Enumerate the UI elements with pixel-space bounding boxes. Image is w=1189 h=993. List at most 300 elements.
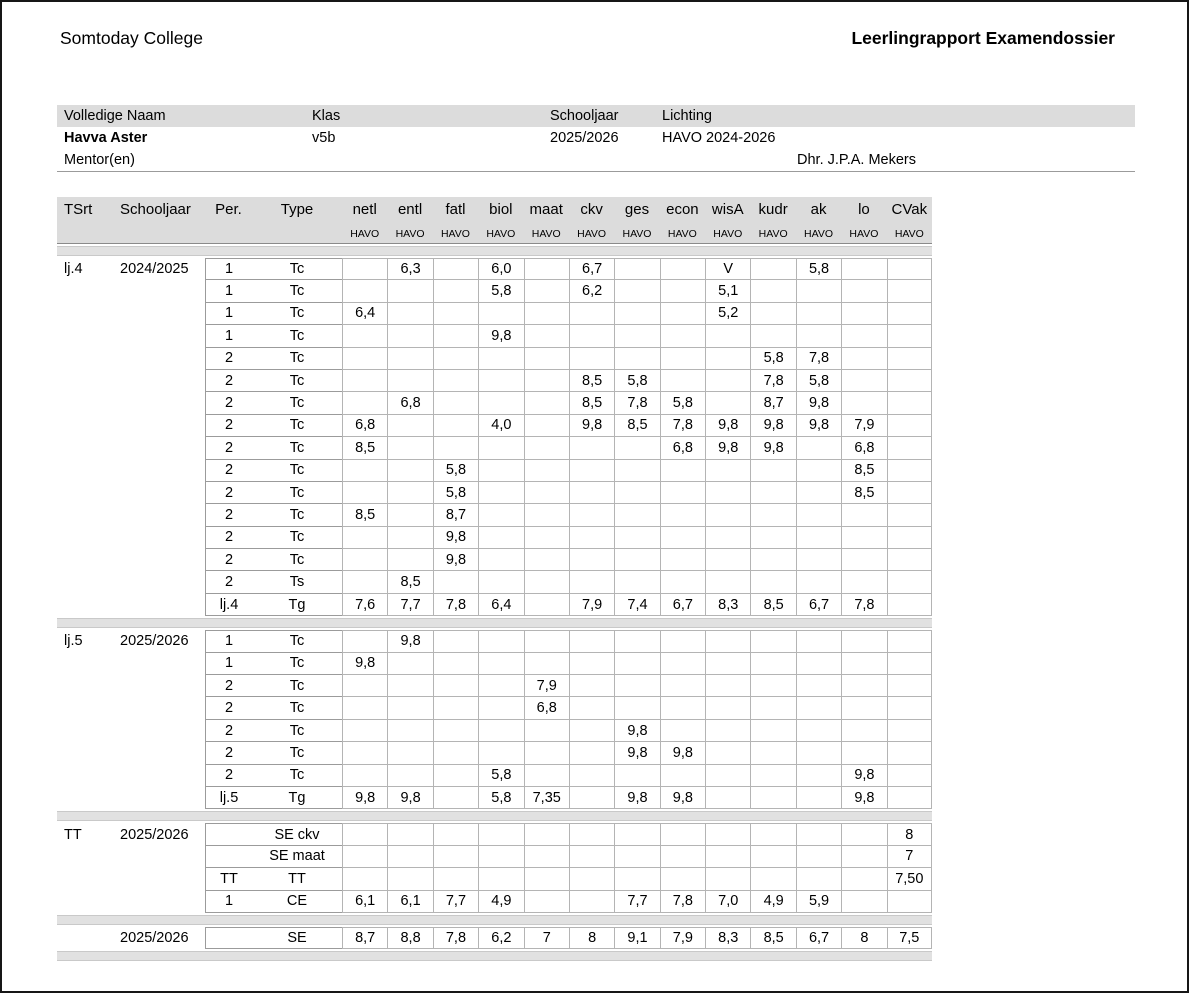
grade-cell-econ [660,258,705,280]
grade-cell-lo [841,675,886,697]
type-cell: Tc [252,504,342,526]
grade-cell-ak [796,437,841,459]
grade-cell-kudr [750,325,795,347]
grade-cell-lo [841,630,886,652]
grade-cell-entl: 6,3 [387,258,432,280]
grade-group [57,258,932,616]
grade-cell-kudr [750,303,795,325]
grade-cell-lo [841,303,886,325]
grade-cell-lo [841,527,886,549]
grade-cell-fatl: 7,7 [433,891,478,913]
type-cell: Tc [252,697,342,719]
grade-cell-entl: 8,5 [387,571,432,593]
schooljaar-cell: 2024/2025 [120,261,189,278]
grade-cell-kudr [750,653,795,675]
grade-cell-biol: 9,8 [478,325,523,347]
table-row [57,720,932,742]
level-label: HAVO [395,228,425,240]
grade-cell-wisA [705,348,750,370]
grade-cell-kudr [750,527,795,549]
grade-cell-entl [387,823,432,845]
grade-cell-CVak [887,280,932,302]
grade-cell-CVak [887,460,932,482]
grade-cell-maat [524,653,569,675]
grade-cell-CVak [887,392,932,414]
grade-cell-econ [660,823,705,845]
grade-cell-ak [796,787,841,809]
grade-cell-econ [660,675,705,697]
grade-cell-biol: 6,4 [478,594,523,616]
type-cell: SE ckv [252,823,342,845]
grade-cell-ak [796,653,841,675]
grade-cell-netl [342,742,387,764]
grade-cell-maat [524,504,569,526]
type-cell: Tc [252,460,342,482]
level-label: HAVO [804,228,834,240]
table-row [57,258,932,280]
grade-cell-kudr [750,742,795,764]
period-cell: 1 [205,653,252,675]
grade-cell-ckv [569,720,614,742]
grade-cell-ckv: 8,5 [569,370,614,392]
period-cell: 1 [205,258,252,280]
grade-cell-ak [796,630,841,652]
grade-cell-ckv [569,437,614,459]
grade-cell-ckv: 8 [569,927,614,949]
grade-cell-CVak [887,742,932,764]
grade-cell-wisA: 7,0 [705,891,750,913]
col-header-type: Type [280,201,314,218]
table-row [57,415,932,437]
grade-cell-CVak [887,630,932,652]
grade-cell-lo: 7,8 [841,594,886,616]
type-cell: Tc [252,549,342,571]
schooljaar-cell [117,891,205,913]
tsrt-cell [57,720,117,742]
tsrt-cell [57,415,117,437]
grade-cell-ak: 5,8 [796,370,841,392]
grade-cell-ckv [569,697,614,719]
schooljaar-cell [117,653,205,675]
grade-cell-netl: 9,8 [342,787,387,809]
grade-cell-ak: 7,8 [796,348,841,370]
grade-cell-CVak [887,891,932,913]
grade-cell-netl [342,482,387,504]
grade-cell-maat [524,630,569,652]
type-cell: Tg [252,787,342,809]
grade-cell-lo: 9,8 [841,787,886,809]
grade-cell-biol [478,303,523,325]
grade-cell-lo [841,370,886,392]
grade-cell-ges [614,823,659,845]
grade-cell-ckv [569,482,614,504]
grade-cell-wisA [705,482,750,504]
grade-cell-econ [660,571,705,593]
grade-cell-entl [387,653,432,675]
label-mentor: Mentor(en) [64,152,135,168]
period-cell: 2 [205,720,252,742]
tsrt-cell [57,482,117,504]
grade-cell-wisA [705,630,750,652]
grade-group [57,823,932,913]
grade-cell-ckv [569,823,614,845]
grade-cell-ges [614,460,659,482]
grade-cell-fatl: 9,8 [433,549,478,571]
period-cell: 2 [205,348,252,370]
period-cell [205,927,252,949]
grade-cell-kudr [750,868,795,890]
grade-cell-entl [387,504,432,526]
schooljaar-cell [117,460,205,482]
tsrt-cell: TT [64,826,82,843]
grade-cell-ges: 9,8 [614,742,659,764]
grade-cell-ckv [569,787,614,809]
table-row [57,653,932,675]
grade-cell-ak [796,460,841,482]
tsrt-cell [57,927,117,949]
period-cell: 2 [205,370,252,392]
tsrt-cell [57,460,117,482]
grade-cell-biol [478,720,523,742]
table-row [57,280,932,302]
grade-cell-wisA: 5,2 [705,303,750,325]
period-cell: 2 [205,571,252,593]
grade-cell-ges [614,765,659,787]
grade-cell-entl [387,437,432,459]
grade-cell-maat [524,823,569,845]
grade-cell-wisA [705,370,750,392]
period-cell: 1 [205,280,252,302]
label-klas: Klas [312,108,341,124]
grade-cell-biol [478,697,523,719]
type-cell: Tc [252,675,342,697]
grade-cell-entl: 6,8 [387,392,432,414]
col-header-entl [387,197,432,243]
grade-cell-econ [660,765,705,787]
grade-cell-wisA [705,697,750,719]
period-cell: 2 [205,482,252,504]
grade-cell-lo [841,720,886,742]
subject-label: netl [352,201,377,218]
grade-cell-econ: 9,8 [660,742,705,764]
schooljaar-cell [117,675,205,697]
grade-cell-entl [387,348,432,370]
grade-cell-ak [796,823,841,845]
grade-cell-ak [796,765,841,787]
grade-cell-biol: 6,2 [478,927,523,949]
grade-cell-maat [524,765,569,787]
grade-cell-CVak [887,765,932,787]
subject-label: econ [666,201,699,218]
grade-cell-netl: 6,4 [342,303,387,325]
col-header-CVak [887,197,932,243]
col-header-wisA [705,197,750,243]
grade-cell-ges: 5,8 [614,370,659,392]
table-row [57,348,932,370]
grade-cell-maat [524,415,569,437]
grade-cell-ges [614,504,659,526]
grade-cell-netl: 8,7 [342,927,387,949]
grade-cell-ges [614,675,659,697]
grade-cell-netl [342,460,387,482]
grade-cell-ckv: 7,9 [569,594,614,616]
grade-cell-ckv [569,891,614,913]
grade-cell-wisA [705,527,750,549]
tsrt-cell [57,370,117,392]
grade-cell-netl [342,325,387,347]
grade-cell-maat [524,868,569,890]
grade-cell-biol [478,437,523,459]
grade-cell-wisA [705,325,750,347]
table-header-row [57,197,932,244]
table-row [57,504,932,526]
grade-cell-entl [387,325,432,347]
grade-cell-maat [524,720,569,742]
period-cell: lj.5 [205,787,252,809]
grade-cell-econ [660,846,705,868]
grade-cell-kudr: 4,9 [750,891,795,913]
tsrt-cell [57,846,117,868]
grade-cell-fatl [433,868,478,890]
subject-label: entl [397,201,423,218]
grade-cell-netl [342,370,387,392]
schooljaar-cell [117,348,205,370]
group-separator [57,915,932,925]
schooljaar-cell [117,697,205,719]
grade-cell-lo [841,823,886,845]
grade-cell-ckv [569,303,614,325]
type-cell: SE maat [252,846,342,868]
grade-cell-fatl [433,653,478,675]
table-row [57,594,932,616]
schooljaar-cell [117,846,205,868]
table-row [57,303,932,325]
grade-cell-fatl [433,258,478,280]
grade-cell-ges: 7,7 [614,891,659,913]
type-cell: Tc [252,280,342,302]
period-cell: lj.4 [205,594,252,616]
grade-cell-lo [841,348,886,370]
grade-cell-fatl [433,720,478,742]
grade-cell-biol [478,504,523,526]
group-separator [57,811,932,821]
grade-cell-ges [614,653,659,675]
grade-cell-kudr: 9,8 [750,415,795,437]
grade-cell-fatl [433,325,478,347]
period-cell: 2 [205,742,252,764]
grade-cell-CVak [887,697,932,719]
grade-cell-ckv [569,460,614,482]
tsrt-cell [57,675,117,697]
col-header-ges [614,197,659,243]
grade-cell-econ [660,504,705,526]
grade-cell-ckv [569,348,614,370]
schooljaar-cell [117,868,205,890]
subject-label: maat [529,201,563,218]
grade-cell-maat [524,571,569,593]
subject-label: lo [858,201,870,218]
grade-cell-wisA [705,742,750,764]
grade-cell-lo [841,392,886,414]
table-row [57,846,932,868]
schooljaar-cell [117,527,205,549]
grade-cell-CVak [887,504,932,526]
grade-cell-ak [796,280,841,302]
grades-table [57,197,932,963]
grade-cell-maat [524,460,569,482]
grade-cell-ges [614,280,659,302]
period-cell: 1 [205,891,252,913]
grade-cell-ak [796,303,841,325]
subject-label: ak [810,201,827,218]
grade-cell-kudr [750,549,795,571]
grade-cell-kudr [750,846,795,868]
grade-cell-kudr [750,460,795,482]
period-cell: 1 [205,325,252,347]
grade-cell-CVak [887,653,932,675]
mentor-row [57,149,1135,172]
grade-cell-ges [614,549,659,571]
grade-cell-netl: 6,8 [342,415,387,437]
grade-cell-maat: 7,35 [524,787,569,809]
level-label: HAVO [849,228,879,240]
grade-cell-ak [796,868,841,890]
grade-cell-ckv [569,630,614,652]
grade-cell-CVak [887,527,932,549]
schooljaar-cell [117,437,205,459]
grade-cell-lo: 8 [841,927,886,949]
grade-cell-CVak [887,549,932,571]
grade-cell-entl [387,370,432,392]
table-row [57,392,932,414]
table-row [57,325,932,347]
table-row [57,460,932,482]
grade-cell-maat [524,742,569,764]
grade-cell-fatl [433,415,478,437]
grade-cell-lo: 6,8 [841,437,886,459]
grade-cell-lo [841,697,886,719]
grade-cell-biol [478,823,523,845]
grade-cell-biol: 5,8 [478,765,523,787]
grade-cell-lo [841,742,886,764]
grade-cell-fatl [433,571,478,593]
grade-cell-CVak [887,415,932,437]
cohort: HAVO 2024-2026 [662,130,776,146]
schooljaar-cell [117,280,205,302]
schooljaar-cell [117,482,205,504]
grade-cell-fatl [433,787,478,809]
table-row [57,482,932,504]
grade-cell-CVak [887,482,932,504]
schooljaar-cell [117,594,205,616]
grade-cell-kudr: 9,8 [750,437,795,459]
grade-cell-kudr [750,787,795,809]
grade-cell-fatl: 5,8 [433,460,478,482]
grade-cell-netl [342,527,387,549]
grade-cell-ckv: 6,7 [569,258,614,280]
grade-cell-lo: 8,5 [841,460,886,482]
tsrt-cell [57,765,117,787]
grade-cell-kudr [750,823,795,845]
grade-cell-ges: 7,8 [614,392,659,414]
grade-cell-ak [796,846,841,868]
grade-cell-fatl [433,392,478,414]
grade-cell-lo [841,846,886,868]
grade-cell-kudr: 5,8 [750,348,795,370]
tsrt-cell [57,348,117,370]
level-label: HAVO [758,228,788,240]
grade-cell-ckv [569,325,614,347]
grade-cell-lo [841,325,886,347]
type-cell: CE [252,891,342,913]
level-label: HAVO [577,228,607,240]
schooljaar-cell [117,303,205,325]
table-row [57,437,932,459]
grade-cell-maat [524,549,569,571]
table-row [57,868,932,890]
grade-cell-biol: 6,0 [478,258,523,280]
grade-cell-maat: 7 [524,927,569,949]
type-cell: TT [252,868,342,890]
grade-cell-wisA [705,571,750,593]
student-name: Havva Aster [64,130,148,146]
col-header-per: Per. [215,201,242,218]
grade-cell-wisA: 9,8 [705,415,750,437]
grade-cell-ckv [569,653,614,675]
grade-cell-maat [524,258,569,280]
tsrt-cell: lj.5 [64,633,83,650]
grade-cell-maat: 6,8 [524,697,569,719]
grade-cell-CVak [887,325,932,347]
grade-cell-biol [478,527,523,549]
type-cell: Ts [252,571,342,593]
grade-cell-econ [660,325,705,347]
grade-cell-maat: 7,9 [524,675,569,697]
grade-cell-lo: 7,9 [841,415,886,437]
grade-cell-entl [387,460,432,482]
grade-cell-kudr [750,571,795,593]
se-summary-group [57,927,932,949]
grade-cell-entl [387,415,432,437]
grade-cell-netl: 6,1 [342,891,387,913]
col-header-econ [660,197,705,243]
grade-cell-entl [387,549,432,571]
tsrt-cell [57,504,117,526]
subject-label: ckv [580,201,603,218]
grade-cell-kudr [750,630,795,652]
grade-cell-econ [660,630,705,652]
grade-cell-ak: 9,8 [796,415,841,437]
grade-cell-wisA [705,823,750,845]
grade-cell-maat [524,437,569,459]
type-cell: Tc [252,720,342,742]
schooljaar-cell [117,720,205,742]
schooljaar-cell [117,370,205,392]
grade-cell-econ [660,370,705,392]
grade-cell-fatl: 8,7 [433,504,478,526]
grade-cell-maat [524,370,569,392]
grade-cell-econ: 9,8 [660,787,705,809]
table-row [57,571,932,593]
grade-cell-netl [342,675,387,697]
subject-label: fatl [445,201,466,218]
grade-cell-ckv: 8,5 [569,392,614,414]
grade-cell-ges: 7,4 [614,594,659,616]
grade-cell-econ [660,527,705,549]
grade-cell-CVak [887,258,932,280]
grade-cell-wisA [705,653,750,675]
grade-cell-ckv [569,527,614,549]
